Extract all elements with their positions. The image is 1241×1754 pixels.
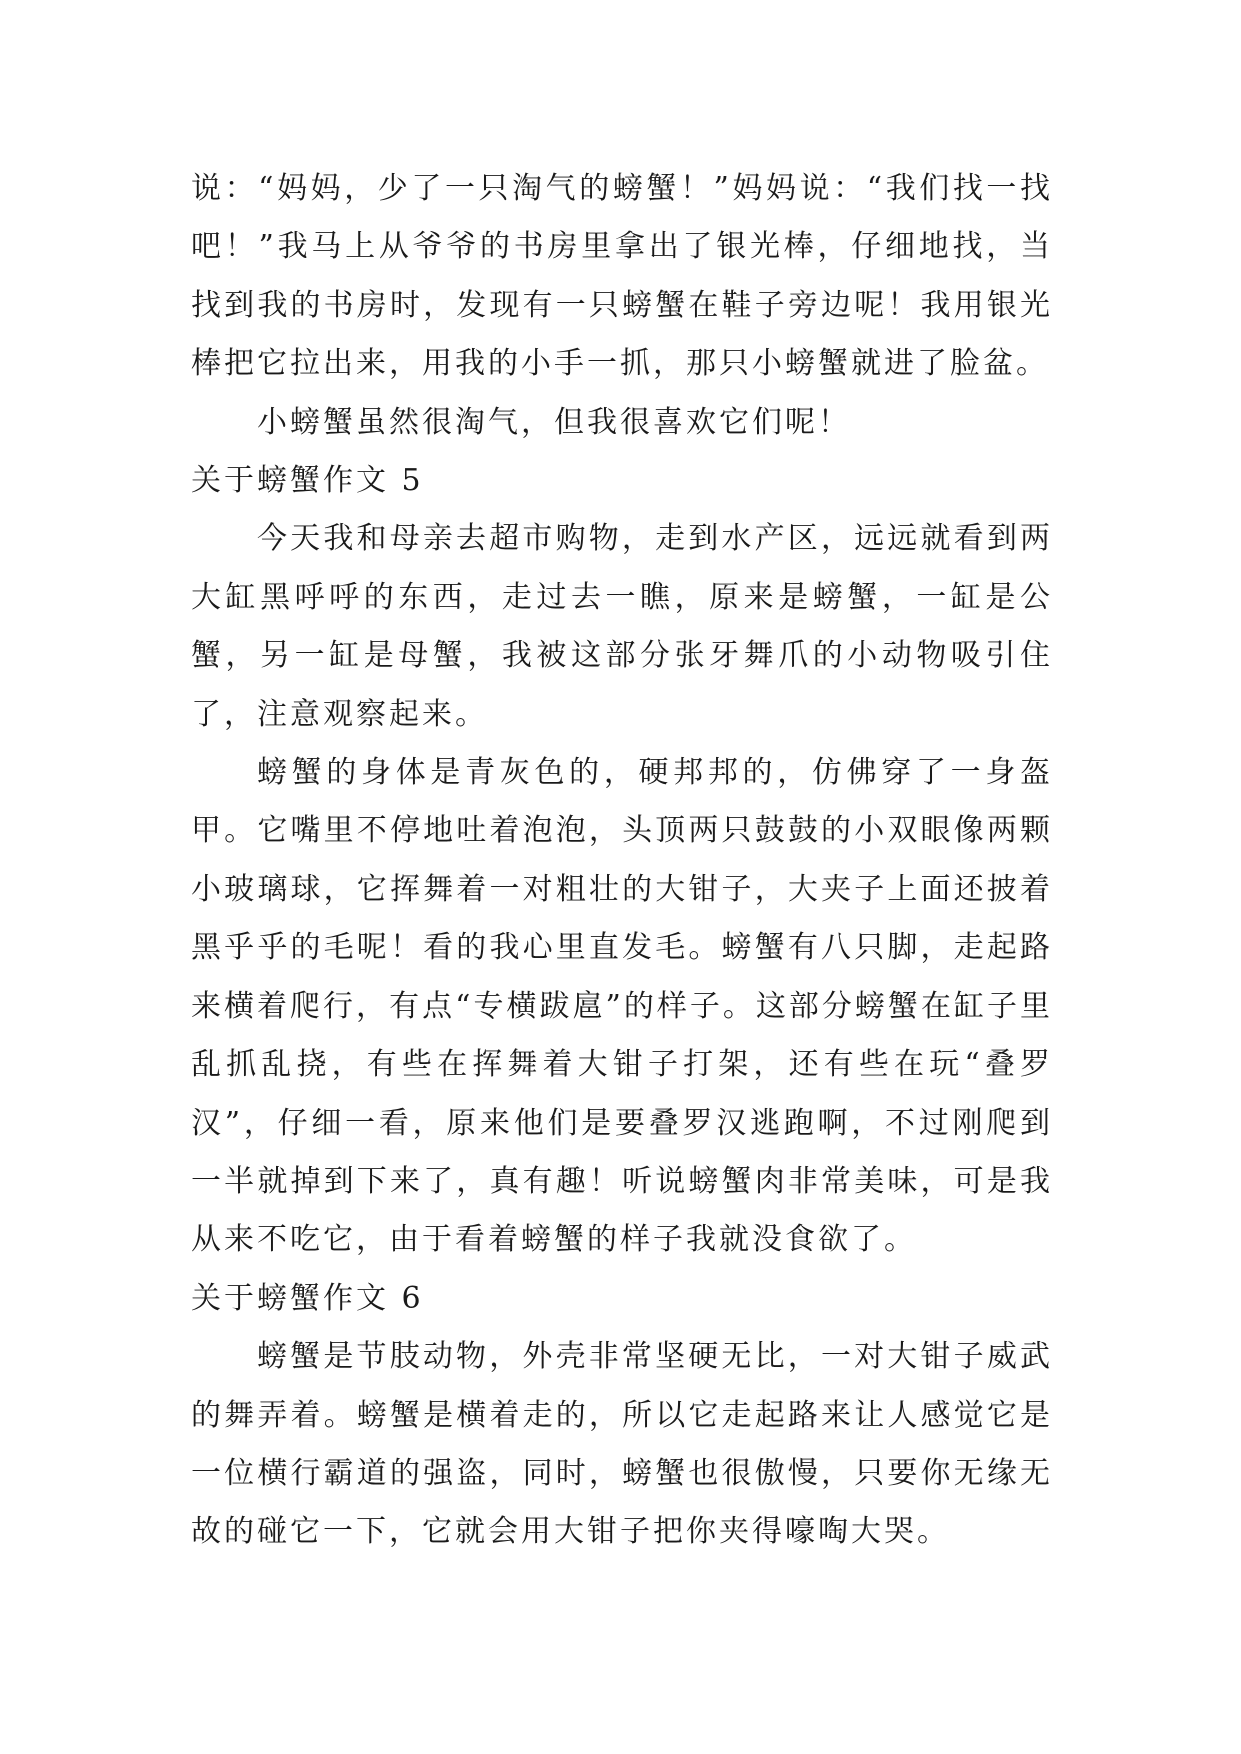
paragraph-continuation: 说：“妈妈，少了一只淘气的螃蟹！”妈妈说：“我们找一找吧！”我马上从爷爷的书房里拿出了银光棒，仔细地找，当找到我的书房时，发现有一只螃蟹在鞋子旁边呢！我用银光棒把它拉出来，用我的小手一抓，那只小螃蟹就进了脸盆。	[191, 171, 1053, 382]
paragraph-conclusion: 小螃蟹虽然很淘气，但我很喜欢它们呢！	[257, 404, 851, 440]
paragraph-essay5-body: 螃蟹的身体是青灰色的，硬邦邦的，仿佛穿了一身盔甲。它嘴里不停地吐着泡泡，头顶两只鼓鼓的小双眼像两颗小玻璃球，它挥舞着一对粗壮的大钳子，大夹子上面还披着黑乎乎的毛呢！看的我心里直发毛。螃蟹有八只脚，走起路来横着爬行，有点“专横跋扈”的样子。这部分螃蟹在缸子里乱抓乱挠，有些在挥舞着大钳子打架，还有些在玩“叠罗汉”，仔细一看，原来他们是要叠罗汉逃跑啊，不过刚爬到一半就掉到下来了，真有趣！听说螃蟹肉非常美味，可是我从来不吃它，由于看着螃蟹的样子我就没食欲了。	[191, 755, 1053, 1258]
paragraph-essay5-intro: 今天我和母亲去超市购物，走到水产区，远远就看到两大缸黑呼呼的东西，走过去一瞧，原来是螃蟹，一缸是公蟹，另一缸是母蟹，我被这部分张牙舞爪的小动物吸引住了，注意观察起来。	[191, 521, 1053, 732]
document-body	[191, 160, 1053, 1562]
section-heading-6: 关于螃蟹作文 6	[191, 1280, 424, 1316]
paragraph-essay6-intro: 螃蟹是节肢动物，外壳非常坚硬无比，一对大钳子威武的舞弄着。螃蟹是横着走的，所以它走起路来让人感觉它是一位横行霸道的强盗，同时，螃蟹也很傲慢，只要你无缘无故的碰它一下，它就会用大钳子把你夹得嚎啕大哭。	[191, 1339, 1053, 1550]
section-heading-5: 关于螃蟹作文 5	[191, 463, 424, 499]
